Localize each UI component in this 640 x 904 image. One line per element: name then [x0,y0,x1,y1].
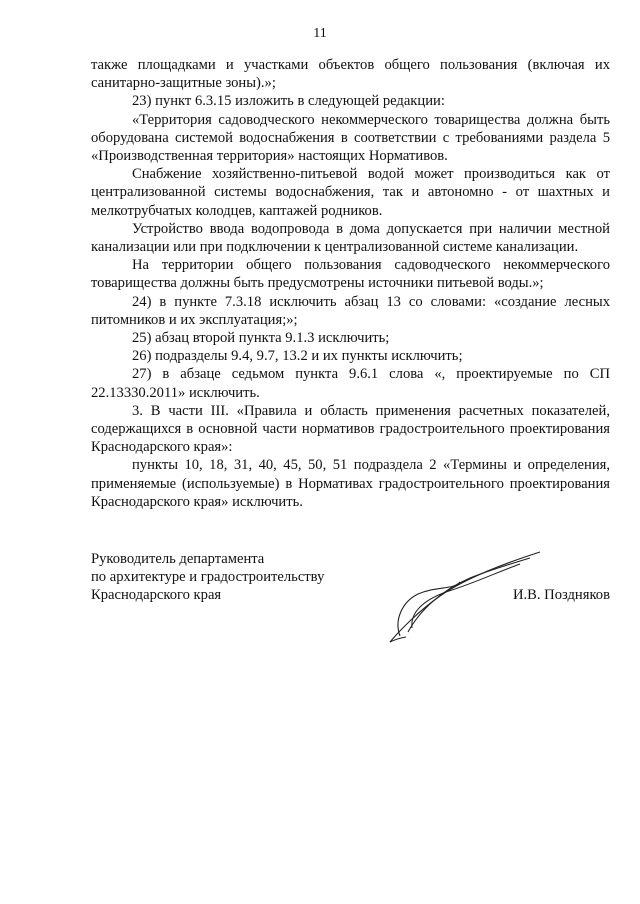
signatory-name: И.В. Поздняков [512,587,610,603]
paragraph-item-24: 24) в пункте 7.3.18 исключить абзац 13 со словами: «создание лесных питомников и их эксплуатация;»; [91,293,610,328]
page-number: 11 [313,26,327,41]
signatory-position-line: по архитектуре и градостроительству [91,569,325,586]
paragraph-terms: пункты 10, 18, 31, 40, 45, 50, 51 подраздела 2 «Термины и определения, применяемые (используемые) в Нормативах градостроительного проектирования Краснодарского края» исключить. [91,457,610,510]
signatory-position [91,550,391,605]
paragraph-item-26: 26) подразделы 9.4, 9.7, 13.2 и их пункты исключить; [132,348,463,365]
paragraph-water-input: Устройство ввода водопровода в дома допускается при наличии местной канализации или при подключении к централизованной системе канализации. [91,220,610,256]
paragraph-water-supply: Снабжение хозяйственно-питьевой водой может производиться как от централизованной системы водоснабжения, так и автономно - от шахтных и мелкотрубчатых колодцев, каптажей родников. [91,166,610,219]
paragraph-part-3: 3. В части III. «Правила и область применения расчетных показателей, содержащихся в основной части нормативов градостроительного проектирования Краснодарского края»: [91,402,610,456]
paragraph-quote-territory: «Территория садоводческого некоммерческого товарищества должна быть оборудована системой водоснабжения в соответствии с требованиями раздела 5 «Производственная территория» настоящих Нормативов. [91,111,610,165]
paragraph-drinking-water: На территории общего пользования садоводческого некоммерческого товарищества должны быть предусмотрены источники питьевой воды.»; [91,257,610,292]
paragraph-item-25: 25) абзац второй пункта 9.1.3 исключить; [132,330,390,347]
document-body [91,56,610,511]
signatory-position-line: Руководитель департамента [91,551,265,567]
paragraph-item-27: 27) в абзаце седьмом пункта 9.6.1 слова «, проектируемые по СП 22.13330.2011» исключить. [91,366,610,401]
signatory-position-line: Краснодарского края [91,587,222,604]
paragraph-continuation: также площадками и участками объектов общего пользования (включая их санитарно-защитные зоны).»; [91,57,610,92]
paragraph-item-23: 23) пункт 6.3.15 изложить в следующей редакции: [132,93,445,110]
